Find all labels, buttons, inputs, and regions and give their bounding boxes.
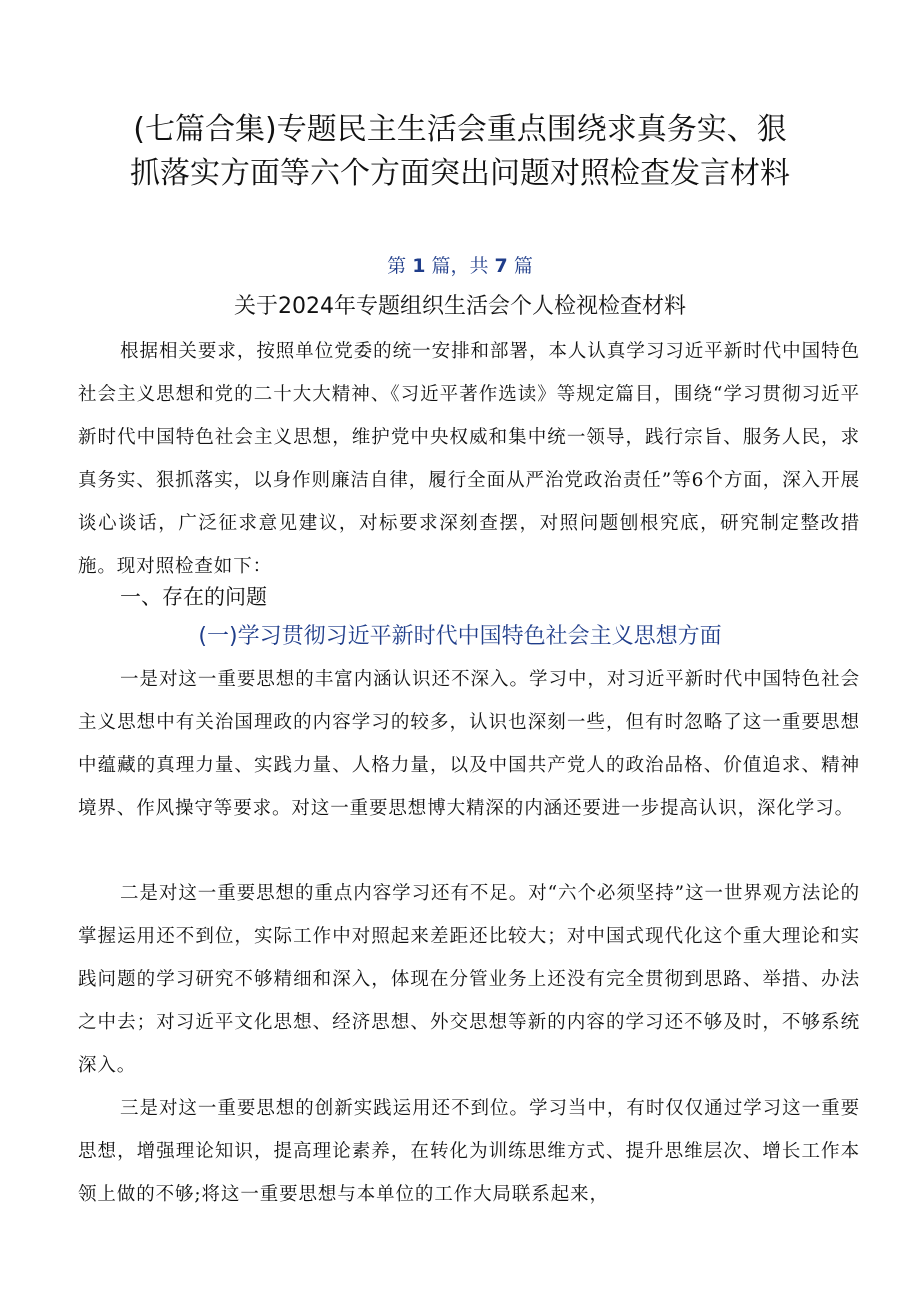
- part-current-number: 1: [412, 255, 426, 277]
- part-suffix: 篇: [513, 255, 533, 277]
- part-middle: 篇，共: [431, 255, 489, 277]
- paragraph-3: 三是对这一重要思想的创新实践运用还不到位。学习当中，有时仅仅通过学习这一重要思想，增强理论知识，提高理论素养，在转化为训练思维方式、提升思维层次、增长工作本领上做的不够;将这一重要思想与本单位的工作大局联系起来，: [78, 1098, 860, 1205]
- heading-existing-problems: 一、存在的问题: [120, 585, 267, 609]
- paragraph-2: 二是对这一重要思想的重点内容学习还有不足。对“六个必须坚持”这一世界观方法论的掌握运用还不到位，实际工作中对照起来差距还比较大；对中国式现代化这个重大理论和实践问题的学习研究不够精细和深入，体现在分管业务上还没有完全贯彻到思路、举措、办法之中去；对习近平文化思想、经济思想、外交思想等新的内容的学习还不够及时，不够系统深入。: [78, 883, 860, 1076]
- part-prefix: 第: [387, 255, 407, 277]
- heading-study-thought: (一)学习贯彻习近平新时代中国特色社会主义思想方面: [198, 624, 722, 649]
- document-title-line-2: 抓落实方面等六个方面突出问题对照检查发言材料: [130, 156, 790, 191]
- document-title-line-1: (七篇合集)专题民主生活会重点围绕求真务实、狠: [133, 112, 787, 147]
- paragraph-1: 一是对这一重要思想的丰富内涵认识还不深入。学习中，对习近平新时代中国特色社会主义思想中有关治国理政的内容学习的较多，认识也深刻一些，但有时忽略了这一重要思想中蕴藏的真理力量、实践力量、人格力量，以及中国共产党人的政治品格、价值追求、精神境界、作风操守等要求。对这一重要思想博大精深的内涵还要进一步提高认识，深化学习。: [78, 669, 860, 819]
- section-title: 关于2024年专题组织生活会个人检视检查材料: [234, 294, 686, 319]
- part-indicator: [0, 252, 920, 280]
- part-total-number: 7: [494, 255, 508, 277]
- intro-paragraph: 根据相关要求，按照单位党委的统一安排和部署，本人认真学习习近平新时代中国特色社会主义思想和党的二十大大精神、《习近平著作选读》等规定篇目，围绕“学习贯彻习近平新时代中国特色社会主义思想，维护党中央权威和集中统一领导，践行宗旨、服务人民，求真务实、狠抓落实，以身作则廉洁自律，履行全面从严治党政治责任”等6个方面，深入开展谈心谈话，广泛征求意见建议，对标要求深刻查摆，对照问题刨根究底，研究制定整改措施。现对照检查如下：: [78, 341, 860, 577]
